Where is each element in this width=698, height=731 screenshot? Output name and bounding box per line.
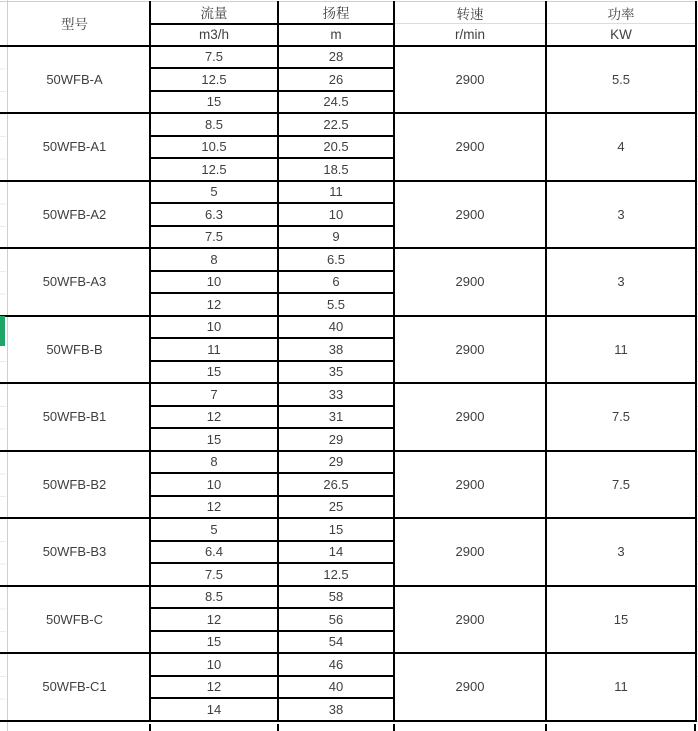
model-cell: 50WFB-A3 (0, 248, 150, 316)
head-cell: 54 (278, 631, 394, 654)
speed-cell: 2900 (394, 248, 546, 316)
spec-row (0, 113, 696, 136)
header-power-unit: KW (546, 24, 696, 46)
model-cell: 50WFB-A2 (0, 181, 150, 249)
header-power: 功率 (546, 2, 696, 24)
head-cell: 20.5 (278, 136, 394, 159)
flow-cell: 12 (150, 406, 278, 429)
header-head-unit: m (278, 24, 394, 46)
spec-row (0, 653, 696, 676)
head-cell: 46 (278, 653, 394, 676)
flow-cell: 8 (150, 248, 278, 271)
head-cell: 40 (278, 316, 394, 339)
power-cell: 4 (546, 113, 696, 181)
speed-cell: 2900 (394, 113, 546, 181)
model-cell: 50WFB-C1 (0, 653, 150, 721)
speed-cell: 2900 (394, 46, 546, 114)
head-cell: 56 (278, 608, 394, 631)
power-cell: 11 (546, 316, 696, 384)
flow-cell: 12.5 (150, 68, 278, 91)
head-cell: 26 (278, 68, 394, 91)
flow-cell: 10 (150, 473, 278, 496)
flow-cell: 5 (150, 518, 278, 541)
head-cell: 38 (278, 698, 394, 721)
model-cell: 50WFB-B3 (0, 518, 150, 586)
spec-row (0, 586, 696, 609)
header-row-labels (0, 2, 696, 24)
column-line-stub (545, 724, 547, 731)
flow-cell: 10 (150, 271, 278, 294)
head-cell: 58 (278, 586, 394, 609)
column-line-stub (149, 724, 151, 731)
flow-cell: 12 (150, 496, 278, 519)
model-cell: 50WFB-A1 (0, 113, 150, 181)
flow-cell: 15 (150, 361, 278, 384)
head-cell: 9 (278, 226, 394, 249)
header-speed-unit: r/min (394, 24, 546, 46)
spec-row (0, 451, 696, 474)
flow-cell: 10 (150, 316, 278, 339)
power-cell: 7.5 (546, 451, 696, 519)
table-header (0, 2, 696, 46)
head-cell: 26.5 (278, 473, 394, 496)
selection-marker (0, 316, 5, 346)
flow-cell: 7 (150, 383, 278, 406)
flow-cell: 10 (150, 653, 278, 676)
spec-row (0, 383, 696, 406)
power-cell: 15 (546, 586, 696, 654)
speed-cell: 2900 (394, 586, 546, 654)
head-cell: 31 (278, 406, 394, 429)
flow-cell: 12 (150, 293, 278, 316)
flow-cell: 8 (150, 451, 278, 474)
power-cell: 5.5 (546, 46, 696, 114)
model-cell: 50WFB-B2 (0, 451, 150, 519)
header-flow: 流量 (150, 2, 278, 24)
head-cell: 12.5 (278, 563, 394, 586)
spec-row (0, 181, 696, 204)
header-flow-unit: m3/h (150, 24, 278, 46)
power-cell: 3 (546, 518, 696, 586)
model-cell: 50WFB-C (0, 586, 150, 654)
flow-cell: 5 (150, 181, 278, 204)
flow-cell: 15 (150, 91, 278, 114)
model-cell: 50WFB-A (0, 46, 150, 114)
power-cell: 3 (546, 181, 696, 249)
speed-cell: 2900 (394, 383, 546, 451)
model-cell: 50WFB-B1 (0, 383, 150, 451)
flow-cell: 8.5 (150, 586, 278, 609)
header-speed: 转速 (394, 2, 546, 24)
speed-cell: 2900 (394, 518, 546, 586)
flow-cell: 15 (150, 631, 278, 654)
head-cell: 15 (278, 518, 394, 541)
flow-cell: 7.5 (150, 563, 278, 586)
power-cell: 7.5 (546, 383, 696, 451)
speed-cell: 2900 (394, 181, 546, 249)
head-cell: 29 (278, 451, 394, 474)
head-cell: 5.5 (278, 293, 394, 316)
head-cell: 24.5 (278, 91, 394, 114)
spec-row (0, 316, 696, 339)
column-line-stub (393, 724, 395, 731)
head-cell: 10 (278, 203, 394, 226)
header-model: 型号 (0, 2, 150, 46)
spec-row (0, 248, 696, 271)
head-cell: 29 (278, 428, 394, 451)
power-cell: 11 (546, 653, 696, 721)
spec-row (0, 46, 696, 69)
flow-cell: 6.4 (150, 541, 278, 564)
model-cell: 50WFB-B (0, 316, 150, 384)
flow-cell: 12.5 (150, 158, 278, 181)
head-cell: 33 (278, 383, 394, 406)
head-cell: 18.5 (278, 158, 394, 181)
flow-cell: 7.5 (150, 226, 278, 249)
header-head: 扬程 (278, 2, 394, 24)
column-line-stub (277, 724, 279, 731)
flow-cell: 8.5 (150, 113, 278, 136)
flow-cell: 11 (150, 338, 278, 361)
flow-cell: 12 (150, 676, 278, 699)
head-cell: 35 (278, 361, 394, 384)
flow-cell: 14 (150, 698, 278, 721)
head-cell: 6.5 (278, 248, 394, 271)
head-cell: 28 (278, 46, 394, 69)
speed-cell: 2900 (394, 451, 546, 519)
column-line-stub (694, 724, 696, 731)
speed-cell: 2900 (394, 653, 546, 721)
speed-cell: 2900 (394, 316, 546, 384)
spec-row (0, 518, 696, 541)
flow-cell: 7.5 (150, 46, 278, 69)
head-cell: 40 (278, 676, 394, 699)
head-cell: 25 (278, 496, 394, 519)
pump-spec-table (0, 1, 697, 722)
flow-cell: 15 (150, 428, 278, 451)
table-body (0, 46, 696, 721)
head-cell: 38 (278, 338, 394, 361)
flow-cell: 6.3 (150, 203, 278, 226)
head-cell: 6 (278, 271, 394, 294)
head-cell: 11 (278, 181, 394, 204)
head-cell: 14 (278, 541, 394, 564)
head-cell: 22.5 (278, 113, 394, 136)
flow-cell: 12 (150, 608, 278, 631)
flow-cell: 10.5 (150, 136, 278, 159)
power-cell: 3 (546, 248, 696, 316)
